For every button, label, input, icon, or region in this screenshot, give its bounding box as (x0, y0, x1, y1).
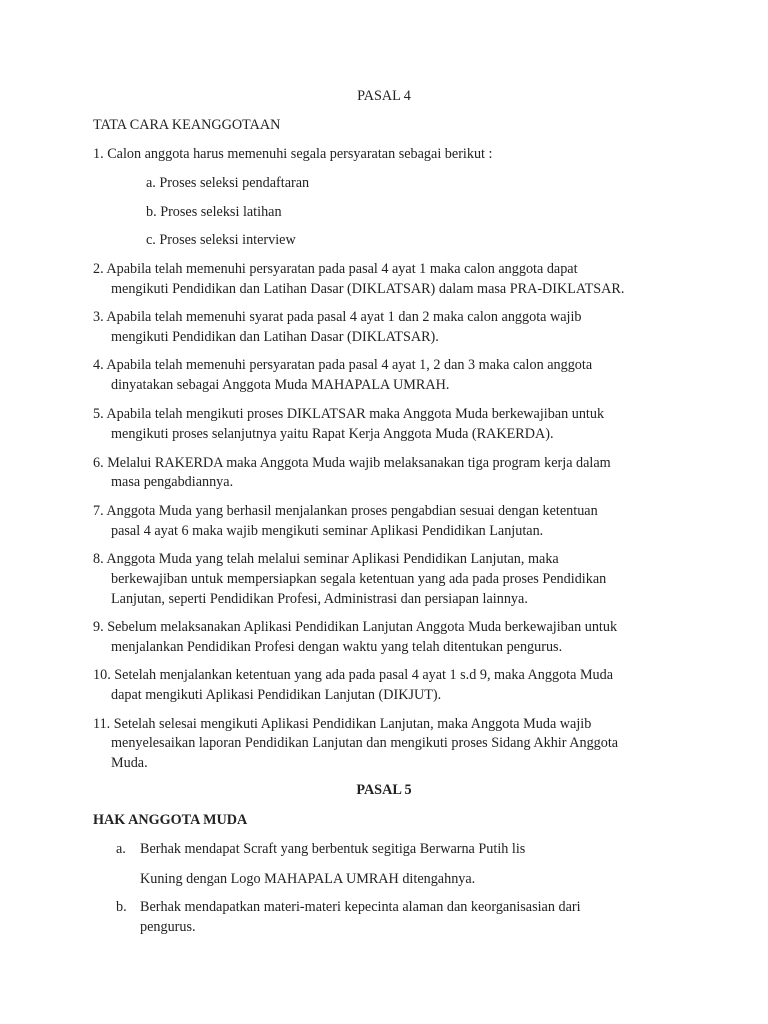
item-5-line1: 5. Apabila telah mengikuti proses DIKLATSAR maka Anggota Muda berkewajiban untuk (93, 406, 605, 422)
hak-item-b-line1: Berhak mendapatkan materi-materi kepecinta alaman dan keorganisasian dari (140, 899, 581, 915)
pasal5-subheading: HAK ANGGOTA MUDA (93, 812, 248, 828)
item-10-line2: dapat mengikuti Aplikasi Pendidikan Lanjutan (DIKJUT). (111, 687, 442, 703)
sub-item-b: b. Proses seleksi latihan (146, 204, 282, 220)
item-6-line2: masa pengabdiannya. (111, 474, 234, 490)
pasal4-subheading: TATA CARA KEANGGOTAAN (93, 117, 281, 133)
item-7-line1: 7. Anggota Muda yang berhasil menjalankan proses pengabdian sesuai dengan ketentuan (93, 503, 598, 519)
hak-item-a-marker: a. (116, 841, 126, 857)
item-6-line1: 6. Melalui RAKERDA maka Anggota Muda wajib melaksanakan tiga program kerja dalam (93, 455, 611, 471)
item-5-line2: mengikuti proses selanjutnya yaitu Rapat Kerja Anggota Muda (RAKERDA). (111, 426, 554, 442)
hak-item-b-line2: pengurus. (140, 919, 196, 935)
item-3-line1: 3. Apabila telah memenuhi syarat pada pasal 4 ayat 1 dan 2 maka calon anggota wajib (93, 309, 582, 325)
item-8-line1: 8. Anggota Muda yang telah melalui seminar Aplikasi Pendidikan Lanjutan, maka (93, 551, 559, 567)
pasal4-heading: PASAL 4 (357, 88, 411, 104)
item-8-line2: berkewajiban untuk mempersiapkan segala ketentuan yang ada pada proses Pendidikan (111, 571, 607, 587)
item-2-line2: mengikuti Pendidikan dan Latihan Dasar (DIKLATSAR) dalam masa PRA-DIKLATSAR. (111, 281, 625, 297)
item-3-line2: mengikuti Pendidikan dan Latihan Dasar (DIKLATSAR). (111, 329, 439, 345)
sub-item-c: c. Proses seleksi interview (146, 232, 296, 248)
item-2-line1: 2. Apabila telah memenuhi persyaratan pada pasal 4 ayat 1 maka calon anggota dapat (93, 261, 578, 277)
hak-item-b-marker: b. (116, 899, 127, 915)
item-10-line1: 10. Setelah menjalankan ketentuan yang ada pada pasal 4 ayat 1 s.d 9, maka Anggota Muda (93, 667, 614, 683)
item-8-line3: Lanjutan, seperti Pendidikan Profesi, Administrasi dan persiapan lainnya. (111, 591, 528, 607)
item-11-line2: menyelesaikan laporan Pendidikan Lanjutan dan mengikuti proses Sidang Akhir Anggota (111, 735, 619, 751)
item-11-line1: 11. Setelah selesai mengikuti Aplikasi Pendidikan Lanjutan, maka Anggota Muda wajib (93, 716, 592, 732)
item-7-line2: pasal 4 ayat 6 maka wajib mengikuti seminar Aplikasi Pendidikan Lanjutan. (111, 523, 544, 539)
item-1: 1. Calon anggota harus memenuhi segala persyaratan sebagai berikut : (93, 146, 493, 162)
item-4-line1: 4. Apabila telah memenuhi persyaratan pada pasal 4 ayat 1, 2 dan 3 maka calon anggota (93, 357, 593, 373)
hak-item-a-line1: Berhak mendapat Scraft yang berbentuk segitiga Berwarna Putih lis (140, 841, 526, 857)
sub-item-a: a. Proses seleksi pendaftaran (146, 175, 310, 191)
item-4-line2: dinyatakan sebagai Anggota Muda MAHAPALA UMRAH. (111, 377, 450, 393)
item-9-line2: menjalankan Pendidikan Profesi dengan waktu yang telah ditentukan pengurus. (111, 639, 563, 655)
item-11-line3: Muda. (111, 755, 148, 771)
pasal5-heading: PASAL 5 (356, 782, 412, 798)
hak-item-a-line2: Kuning dengan Logo MAHAPALA UMRAH ditengahnya. (140, 871, 476, 887)
item-9-line1: 9. Sebelum melaksanakan Aplikasi Pendidikan Lanjutan Anggota Muda berkewajiban untuk (93, 619, 618, 635)
